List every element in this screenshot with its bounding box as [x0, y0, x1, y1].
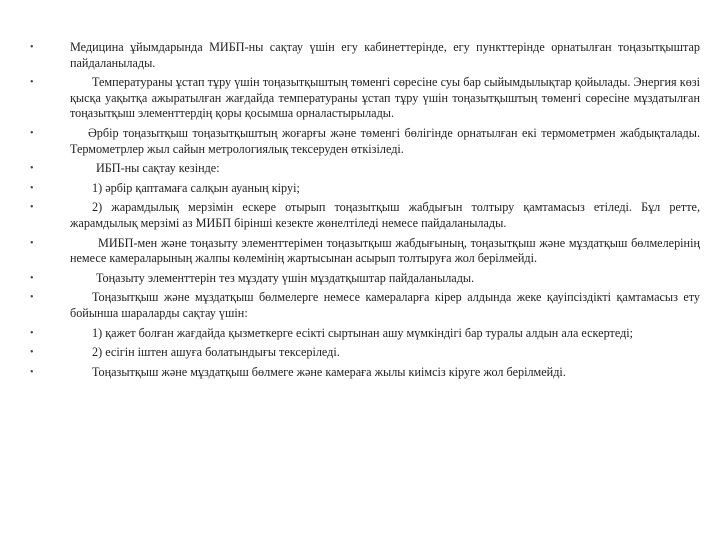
list-item — [28, 200, 700, 231]
list-item-text: Медицина ұйымдарында МИБП-ны сақтау үшін егу кабинеттерінде, егу пункттерінде орнатылған тоңазытқыштар пайдаланылады. — [70, 40, 700, 70]
list-item-text: 2) жарамдылық мерзімін ескере отырып тоңазытқыш жабдығын толтыру қамтамасыз етіледі. Бұл ретте, жарамдылық мерзімі аз МИБП бірінші кезекте жөнелтіледі немесе пайдаланылады. — [70, 200, 700, 230]
bullet-icon: • — [30, 347, 34, 359]
bullet-icon: • — [30, 292, 34, 304]
list-item-text: Әрбір тоңазытқыш тоңазытқыштың жоғарғы және төменгі бөлігінде орнатылған екі термометрмен жабдықталады. Термометрлер жыл сайын метрологиялық тексеруден өткізіледі. — [70, 125, 700, 156]
bullet-icon: • — [30, 327, 34, 339]
list-item — [28, 345, 700, 361]
list-item-text: МИБП-мен және тоңазыту элементтерімен тоңазытқыш жабдығының, тоңазытқыш және мұздатқыш бөлмелерінің немесе камераларының жалпы көлемінің жартысынан асырып толтыруға жол берілмейді. — [70, 235, 700, 266]
list-item-text: ИБП-ны сақтау кезінде: — [96, 161, 220, 176]
bullet-icon: • — [30, 42, 34, 53]
bullet-icon: • — [30, 182, 34, 194]
bullet-icon: • — [30, 77, 34, 89]
list-item — [28, 290, 700, 321]
bullet-icon: • — [30, 163, 34, 175]
list-item-text: Тоңазытқыш және мұздатқыш бөлмелерге немесе камераларға кірер алдында жеке қауіпсіздікті қамтамасыз ету бойынша шараларды сақтау үшін: — [70, 290, 700, 320]
list-item — [28, 161, 700, 177]
list-item-text: Тоңазыту элементтерін тез мұздату үшін мұздатқыштар пайдаланылады. — [96, 270, 475, 285]
list-item-text: 1) қажет болған жағдайда қызметкерге есікті сыртынан ашу мүмкіндігі бар туралы алдын ала ескертеді; — [92, 325, 634, 340]
list-item-text: 1) әрбір қаптамаға салқын ауаның кіруі; — [92, 180, 300, 195]
bullet-icon: • — [30, 366, 34, 378]
list-item — [28, 126, 700, 157]
list-item — [28, 236, 700, 267]
list-item-text: Тоңазытқыш және мұздатқыш бөлмеге және камераға жылы киімсіз кіруге жол берілмейді. — [92, 364, 566, 379]
bullet-icon: • — [30, 237, 34, 249]
list-item — [28, 40, 700, 71]
list-item — [28, 365, 700, 381]
list-item-text: 2) есігін іштен ашуға болатындығы тексеріледі. — [92, 345, 340, 360]
list-item — [28, 181, 700, 197]
list-item — [28, 326, 700, 342]
bullet-icon: • — [30, 272, 34, 284]
list-item — [28, 271, 700, 287]
list-item-text: Температураны ұстап тұру үшін тоңазытқыштың төменгі сөресіне суы бар сыйымдылықтар қойылады. Энергия көзі қысқа уақытқа ажыратылған жағдайда температураны ұстап тұру үшін тоңазытқыштың төменгі сөресіне мұздатылған тоңазытқыш элементтердің қоры қосымша орналастырылады. — [70, 75, 700, 121]
bullet-icon: • — [30, 202, 34, 214]
list-item — [28, 75, 700, 122]
bullet-list — [28, 40, 700, 384]
bullet-icon: • — [30, 127, 34, 139]
